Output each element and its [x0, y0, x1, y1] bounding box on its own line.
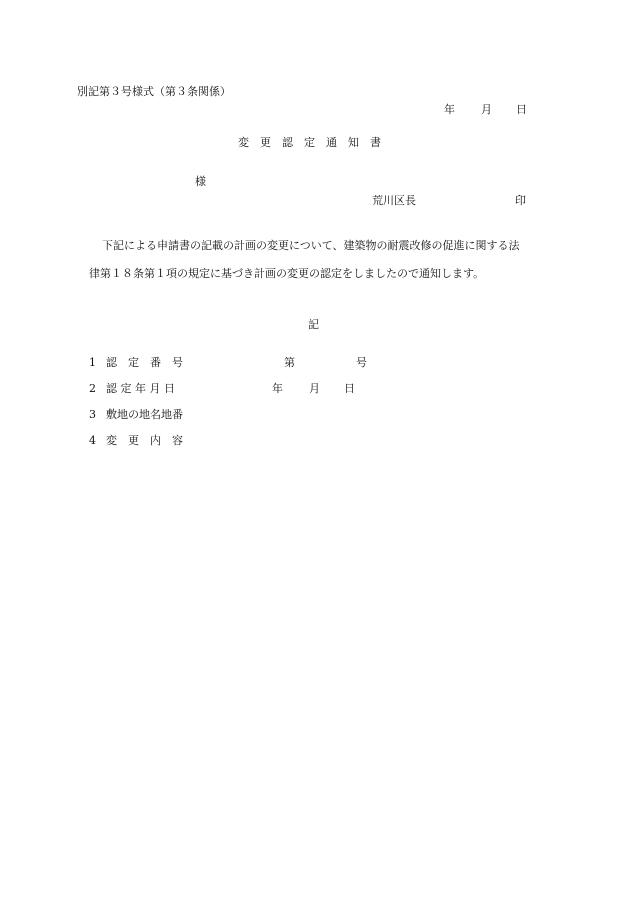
document-title: 変 更 認 定 通 知 書	[238, 136, 381, 149]
issuer-name: 荒川区長	[372, 194, 416, 207]
certification-date-day: 日	[344, 382, 355, 395]
addressee-suffix: 様	[195, 175, 206, 188]
certification-number-suffix: 号	[356, 356, 367, 369]
certification-date-year: 年	[272, 382, 283, 395]
ki-heading: 記	[308, 318, 319, 331]
item-label-certification-number: 認 定 番 号	[106, 356, 183, 369]
item-number: 3	[89, 408, 96, 421]
item-number: 4	[89, 434, 96, 447]
certification-date-month: 月	[309, 382, 320, 395]
item-label-change-details: 変 更 内 容	[106, 434, 183, 447]
certification-number-prefix: 第	[284, 356, 295, 369]
form-number: 別記第３号様式（第３条関係）	[77, 85, 231, 98]
date-month-label: 月	[481, 103, 492, 116]
item-label-certification-date: 認 定 年 月 日	[106, 382, 175, 395]
body-text-line-2: 律第１８条第１項の規定に基づき計画の変更の認定をしましたので通知します。	[89, 267, 485, 280]
date-year-label: 年	[444, 103, 455, 116]
seal-mark: 印	[515, 194, 526, 207]
date-day-label: 日	[516, 103, 527, 116]
item-number: 2	[89, 382, 96, 395]
item-label-site-address: 敷地の地名地番	[106, 408, 183, 421]
item-number: 1	[89, 356, 96, 369]
body-text-line-1: 下記による申請書の記載の計画の変更について、建築物の耐震改修の促進に関する法	[102, 239, 520, 252]
